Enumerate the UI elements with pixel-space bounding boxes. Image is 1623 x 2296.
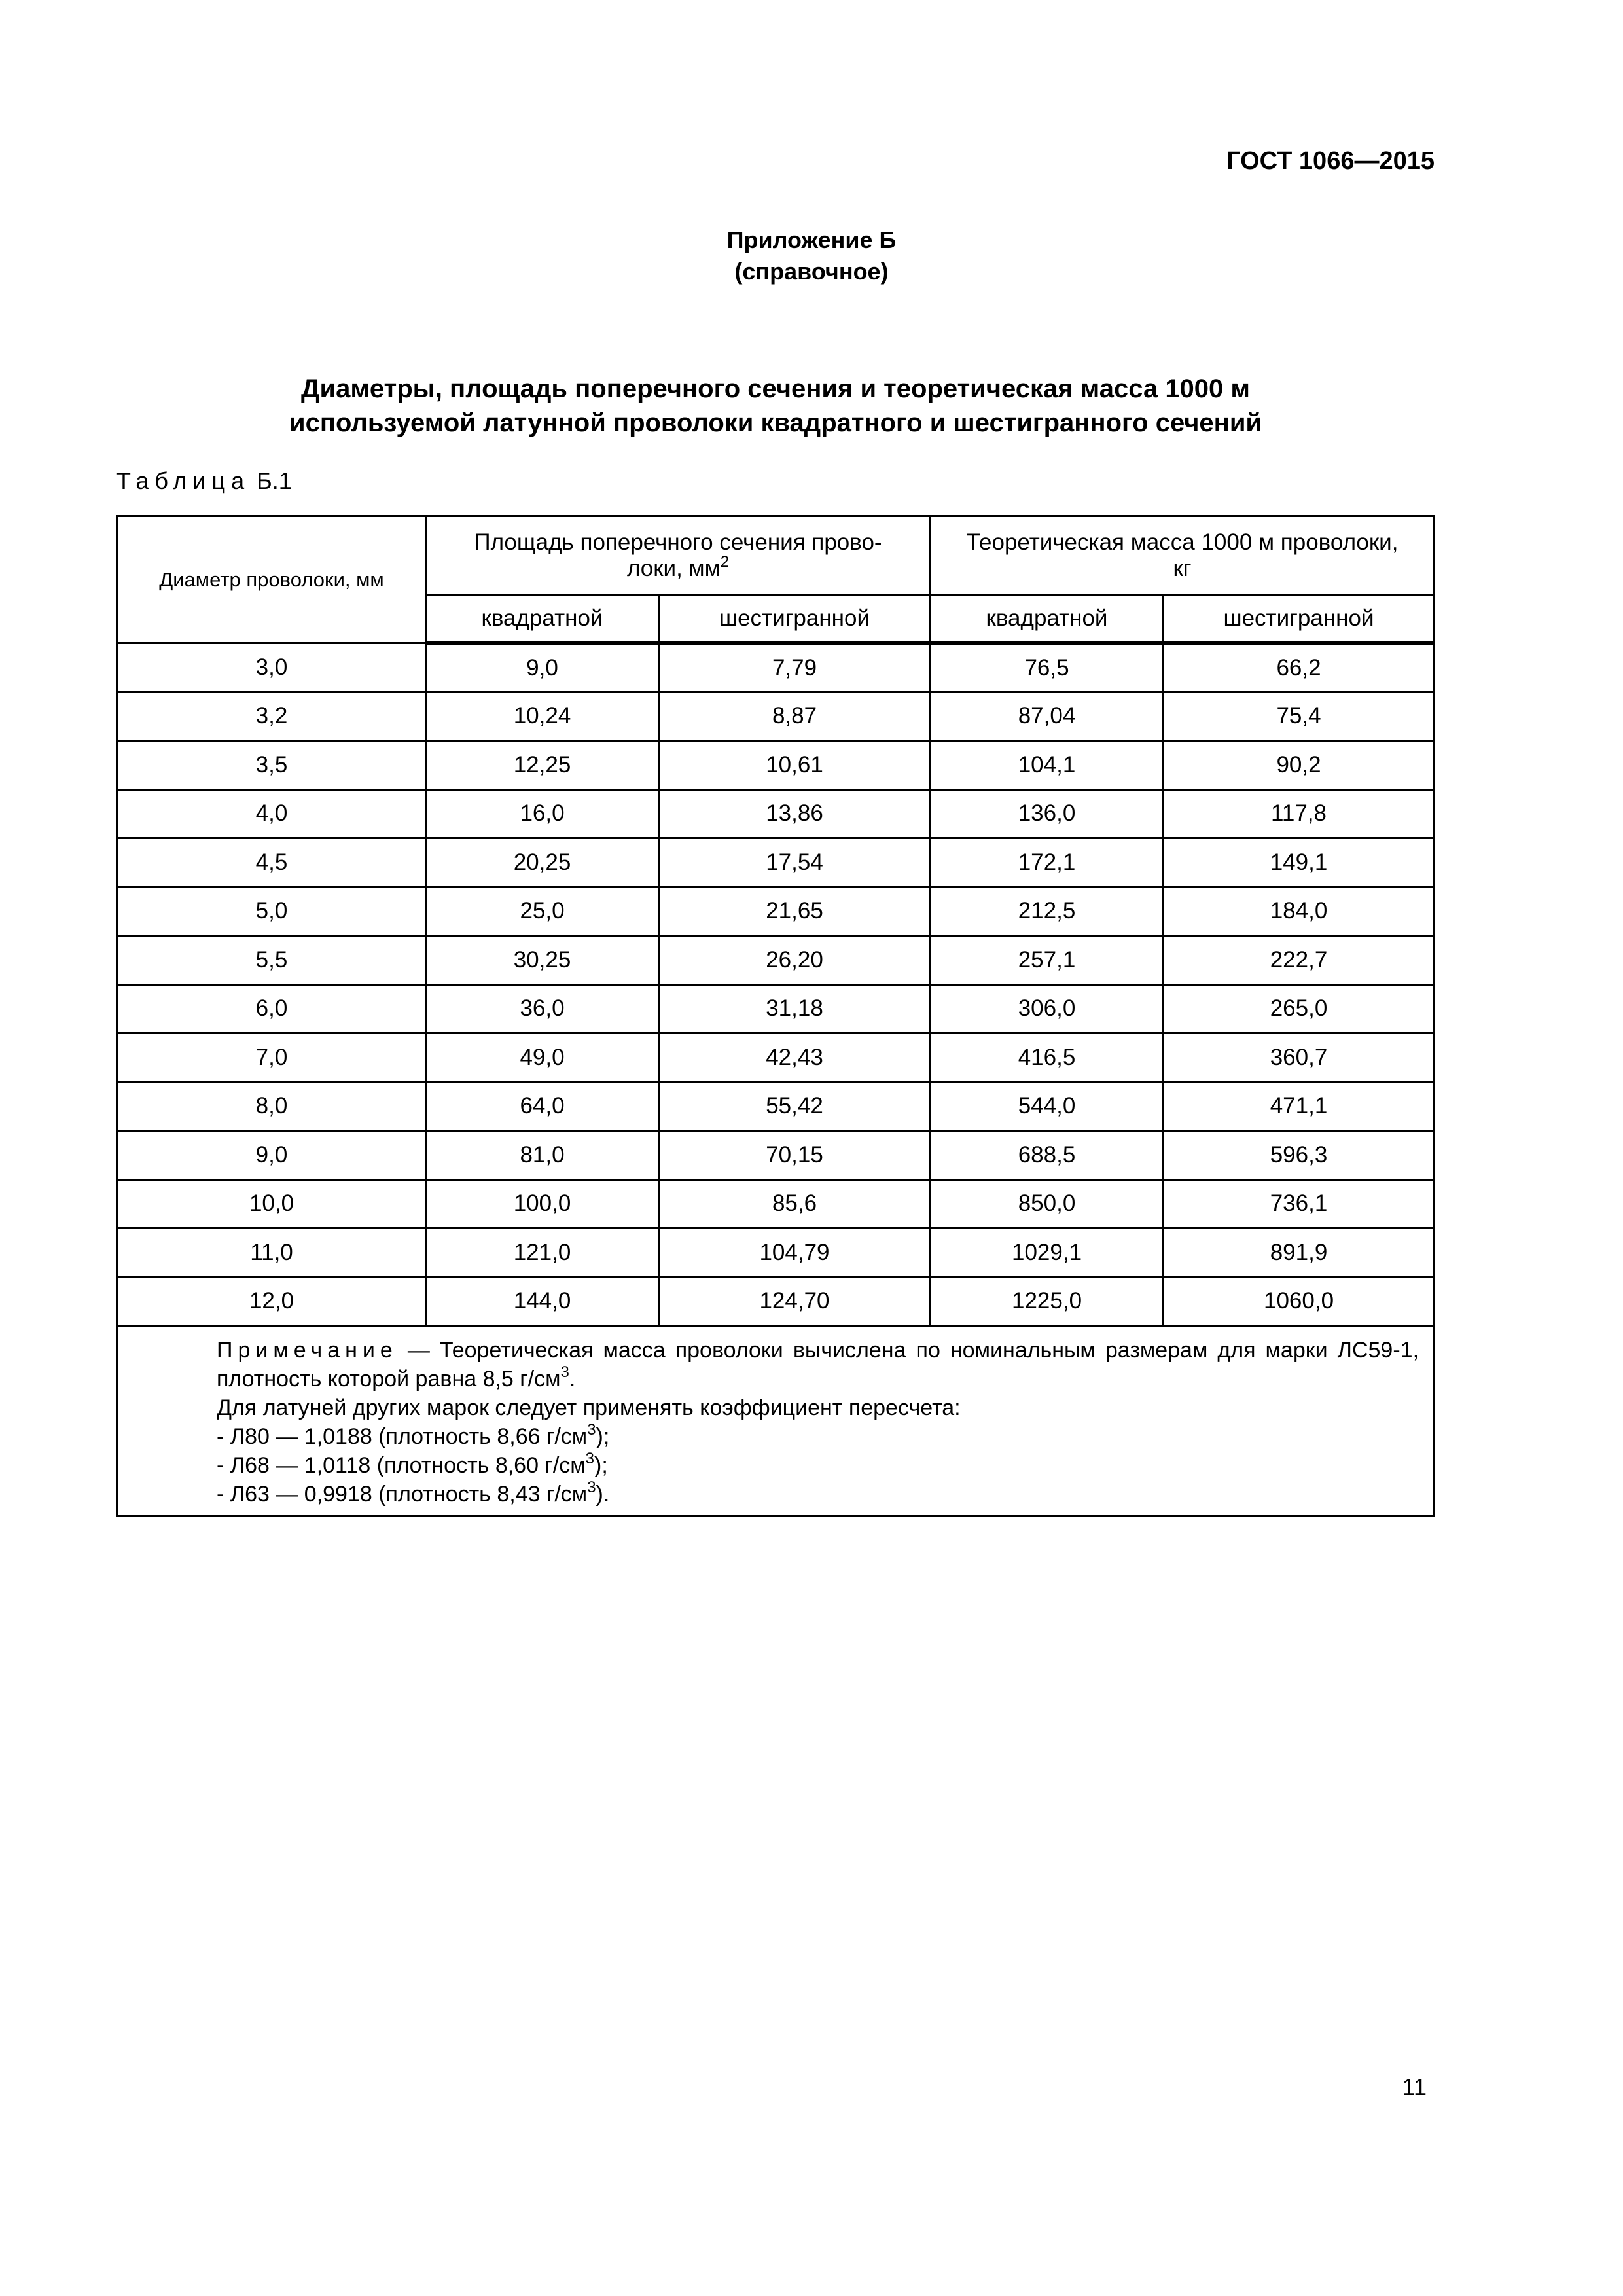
cell-area-square: 9,0 — [426, 643, 659, 692]
table-row — [118, 1033, 1435, 1083]
cell-area-square: 10,24 — [426, 692, 659, 741]
note-item-text: - Л80 — 1,0188 (плотность 8,66 г/см — [217, 1424, 588, 1449]
cell-diameter: 9,0 — [118, 1131, 426, 1180]
note-item-sup: 3 — [587, 1421, 596, 1439]
cell-area-square: 100,0 — [426, 1179, 659, 1229]
subheader-mass-hex: шестигранной — [1164, 595, 1435, 643]
cell-diameter: 6,0 — [118, 984, 426, 1033]
data-table — [116, 515, 1435, 1517]
cell-area-hex: 124,70 — [659, 1277, 931, 1326]
cell-area-square: 121,0 — [426, 1229, 659, 1278]
cell-area-square: 144,0 — [426, 1277, 659, 1326]
cell-area-hex: 85,6 — [659, 1179, 931, 1229]
cell-mass-square: 306,0 — [931, 984, 1164, 1033]
cell-mass-square: 257,1 — [931, 936, 1164, 985]
cell-mass-hex: 471,1 — [1164, 1082, 1435, 1131]
table-row — [118, 1082, 1435, 1131]
cell-mass-hex: 596,3 — [1164, 1131, 1435, 1180]
table-row — [118, 1277, 1435, 1326]
cell-diameter: 10,0 — [118, 1179, 426, 1229]
cell-area-square: 36,0 — [426, 984, 659, 1033]
note-item-sup: 3 — [585, 1450, 595, 1467]
table-row — [118, 1131, 1435, 1180]
cell-diameter: 3,2 — [118, 692, 426, 741]
table-row — [118, 789, 1435, 838]
table-row — [118, 838, 1435, 888]
cell-mass-square: 76,5 — [931, 643, 1164, 692]
header-diameter: Диаметр проволоки, мм — [118, 516, 426, 643]
document-standard-number: ГОСТ 1066—2015 — [1226, 147, 1435, 175]
cell-area-square: 81,0 — [426, 1131, 659, 1180]
table-caption — [116, 467, 292, 495]
cell-mass-hex: 184,0 — [1164, 887, 1435, 936]
cell-mass-square: 1225,0 — [931, 1277, 1164, 1326]
cell-diameter: 7,0 — [118, 1033, 426, 1083]
cell-mass-hex: 66,2 — [1164, 643, 1435, 692]
cell-area-square: 25,0 — [426, 887, 659, 936]
cell-area-square: 16,0 — [426, 789, 659, 838]
cell-area-square: 30,25 — [426, 936, 659, 985]
note-item-end: ); — [596, 1424, 610, 1449]
cell-area-hex: 70,15 — [659, 1131, 931, 1180]
cell-mass-square: 544,0 — [931, 1082, 1164, 1131]
table-row — [118, 1229, 1435, 1278]
subheader-area-hex: шестигранной — [659, 595, 931, 643]
cell-diameter: 5,5 — [118, 936, 426, 985]
cell-mass-square: 136,0 — [931, 789, 1164, 838]
note-paragraph-2: Для латуней других марок следует применять коэффициент пересчета: — [217, 1395, 961, 1420]
cell-mass-hex: 90,2 — [1164, 741, 1435, 790]
header-mass-line1: Теоретическая масса 1000 м проволоки, — [966, 529, 1399, 555]
table-row — [118, 741, 1435, 790]
cell-mass-hex: 1060,0 — [1164, 1277, 1435, 1326]
cell-mass-hex: 360,7 — [1164, 1033, 1435, 1083]
note-item — [133, 1480, 1419, 1509]
cell-mass-hex: 736,1 — [1164, 1179, 1435, 1229]
subheader-mass-square: квадратной — [931, 595, 1164, 643]
cell-mass-hex: 222,7 — [1164, 936, 1435, 985]
cell-area-square: 12,25 — [426, 741, 659, 790]
table-title-line-2: используемой латунной проволоки квадратного и шестигранного сечений — [289, 408, 1262, 437]
cell-area-hex: 104,79 — [659, 1229, 931, 1278]
page-number: 11 — [1402, 2073, 1427, 2100]
cell-area-hex: 21,65 — [659, 887, 931, 936]
cell-area-hex: 17,54 — [659, 838, 931, 888]
cell-area-hex: 31,18 — [659, 984, 931, 1033]
note-paragraph-1 — [133, 1336, 1419, 1393]
cell-mass-square: 416,5 — [931, 1033, 1164, 1083]
header-area-sup: 2 — [720, 552, 730, 571]
cell-area-square: 49,0 — [426, 1033, 659, 1083]
cell-mass-hex: 265,0 — [1164, 984, 1435, 1033]
annex-title: Приложение Б — [726, 226, 897, 253]
table-row — [118, 692, 1435, 741]
header-theoretical-mass — [931, 516, 1435, 595]
cell-area-hex: 10,61 — [659, 741, 931, 790]
cell-diameter: 12,0 — [118, 1277, 426, 1326]
note-item — [133, 1422, 1419, 1451]
cell-diameter: 11,0 — [118, 1229, 426, 1278]
cell-mass-square: 688,5 — [931, 1131, 1164, 1180]
header-area-line2: локи, мм — [626, 555, 721, 581]
cell-mass-hex: 75,4 — [1164, 692, 1435, 741]
table-caption-word: Таблица — [116, 467, 251, 494]
note-item-end: ). — [596, 1482, 610, 1507]
table-note — [118, 1326, 1435, 1516]
note-item — [133, 1451, 1419, 1480]
note-item-end: ); — [594, 1453, 608, 1478]
table-caption-number: Б.1 — [257, 467, 292, 494]
cell-area-square: 20,25 — [426, 838, 659, 888]
header-cross-section-area — [426, 516, 931, 595]
cell-diameter: 3,0 — [118, 643, 426, 692]
subheader-area-square: квадратной — [426, 595, 659, 643]
cell-area-hex: 7,79 — [659, 643, 931, 692]
table-row — [118, 1179, 1435, 1229]
header-area-line1: Площадь поперечного сечения прово- — [474, 529, 882, 555]
table-row — [118, 643, 1435, 692]
cell-diameter: 3,5 — [118, 741, 426, 790]
cell-area-hex: 13,86 — [659, 789, 931, 838]
cell-area-hex: 8,87 — [659, 692, 931, 741]
cell-mass-square: 172,1 — [931, 838, 1164, 888]
header-mass-line2: кг — [1173, 555, 1192, 581]
cell-mass-hex: 891,9 — [1164, 1229, 1435, 1278]
table-row — [118, 887, 1435, 936]
cell-diameter: 5,0 — [118, 887, 426, 936]
cell-mass-square: 1029,1 — [931, 1229, 1164, 1278]
table-row — [118, 936, 1435, 985]
note-item-text: - Л63 — 0,9918 (плотность 8,43 г/см — [217, 1482, 588, 1507]
cell-mass-square: 212,5 — [931, 887, 1164, 936]
cell-area-hex: 55,42 — [659, 1082, 931, 1131]
annex-subtitle: (справочное) — [734, 258, 889, 285]
cell-diameter: 4,5 — [118, 838, 426, 888]
cell-area-square: 64,0 — [426, 1082, 659, 1131]
note-item-sup: 3 — [587, 1479, 596, 1496]
note-label: Примечание — [217, 1338, 398, 1363]
cell-mass-hex: 149,1 — [1164, 838, 1435, 888]
table-title-line-1: Диаметры, площадь поперечного сечения и теоретическая масса 1000 м — [301, 374, 1250, 403]
note-item-text: - Л68 — 1,0118 (плотность 8,60 г/см — [217, 1453, 586, 1478]
cell-diameter: 8,0 — [118, 1082, 426, 1131]
cell-mass-hex: 117,8 — [1164, 789, 1435, 838]
cell-mass-square: 104,1 — [931, 741, 1164, 790]
note-text-1: — Теоретическая масса проволоки вычислена по номинальным размерам для марки ЛС59-1, плотность которой равна 8,5 г/см — [217, 1338, 1419, 1391]
note-text-1-sup: 3 — [560, 1363, 569, 1381]
cell-mass-square: 87,04 — [931, 692, 1164, 741]
table-row — [118, 984, 1435, 1033]
cell-area-hex: 42,43 — [659, 1033, 931, 1083]
cell-area-hex: 26,20 — [659, 936, 931, 985]
cell-mass-square: 850,0 — [931, 1179, 1164, 1229]
note-text-1-end: . — [569, 1367, 576, 1391]
cell-diameter: 4,0 — [118, 789, 426, 838]
